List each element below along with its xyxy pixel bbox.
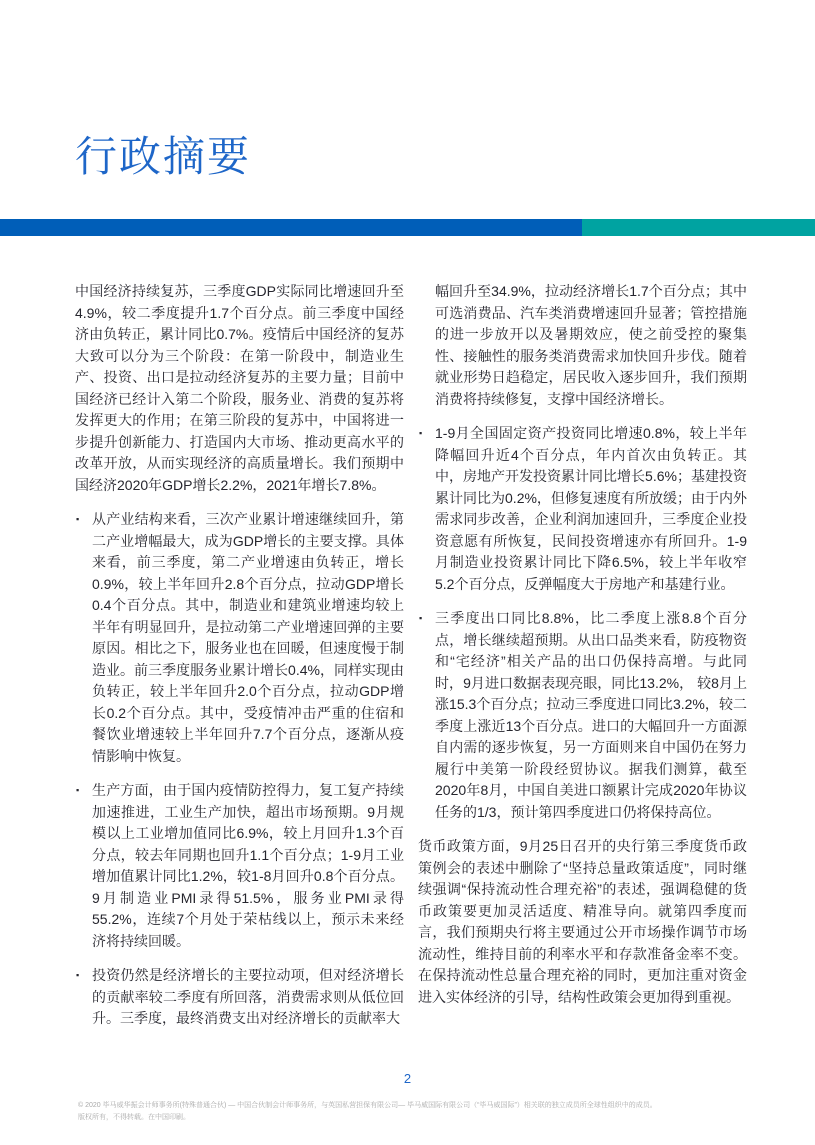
page-title: 行政摘要 — [75, 133, 252, 180]
footer-rights-line: 版权所有，不得转载。在中国印刷。 — [78, 1113, 190, 1121]
accent-bar-blue-segment — [0, 219, 582, 236]
bullet-item — [75, 965, 404, 1030]
right-column — [418, 281, 747, 1043]
bullet-square-icon: ▪ — [419, 428, 423, 438]
accent-bar — [0, 219, 815, 236]
accent-bar-teal-segment — [582, 219, 815, 236]
bullet-square-icon: ▪ — [76, 514, 80, 524]
bullet-text: 从产业结构来看，三次产业累计增速继续回升，第二产业增幅最大，成为GDP增长的主要支撑。具体来看，前三季度，第二产业增速由负转正，增长0.9%，较上半年回升2.8个百分点，拉动GDP增长0.4个百分点。其中，制造业和建筑业增速均较上半年有明显回升，是拉动第二产业增速回弹的主要原因。相比之下，服务业也在回暖，但速度慢于制造业。前三季度服务业累计增长0.4%，同样实现由负转正，较上半年回升2.0个百分点，拉动GDP增长0.2个百分点。其中，受疫情冲击严重的住宿和餐饮业增速较上半年回升7.7个百分点，逐渐从疫情影响中恢复。 — [92, 511, 404, 764]
left-column — [75, 281, 404, 1043]
continuation-paragraph — [418, 281, 747, 410]
bullet-item — [418, 423, 747, 595]
bullet-item — [418, 608, 747, 823]
bullet-hanging-indent — [418, 281, 435, 410]
bullet-text: 投资仍然是经济增长的主要拉动项，但对经济增长的贡献率较二季度有所回落，消费需求则从低位回升。三季度，最终消费支出对经济增长的贡献率大 — [92, 967, 404, 1026]
intro-paragraph: 中国经济持续复苏，三季度GDP实际同比增速回升至4.9%，较二季度提升1.7个百分点。前三季度中国经济由负转正，累计同比0.7%。疫情后中国经济的复苏大致可以分为三个阶段：在第一阶段中，制造业生产、投资、出口是拉动经济复苏的主要力量；目前中国经济已经计入第二个阶段，服务业、消费的复苏将发挥更大的作用；在第三阶段的复苏中，中国将进一步提升创新能力、打造国内大市场、推动更高水平的改革开放，从而实现经济的高质量增长。我们预期中国经济2020年GDP增长2.2%，2021年增长7.8%。 — [75, 283, 404, 493]
body-columns — [75, 281, 747, 1043]
closing-paragraph: 货币政策方面，9月25日召开的央行第三季度货币政策例会的表述中删除了“坚持总量政策适度”，同时继续强调“保持流动性合理充裕”的表述，强调稳健的货币政策要更加灵活适度、精准导向。就第四季度而言，我们预期央行将主要通过公开市场操作调节市场流动性，维持目前的利率水平和存款准备金率不变。在保持流动性总量合理充裕的同时，更加注重对资金进入实体经济的引导，结构性政策会更加得到重视。 — [418, 838, 747, 1005]
bullet-square-icon: ▪ — [76, 970, 80, 980]
bullet-item — [75, 780, 404, 952]
page-number: 2 — [403, 1071, 412, 1086]
bullet-text: 生产方面，由于国内疫情防控得力，复工复产持续加速推进，工业生产加快，超出市场预期。9月规模以上工业增加值同比6.9%，较上月回升1.3个百分点，较去年同期也回升1.1个百分点；1-9月工业增加值累计同比1.2%，较1-8月回升0.8个百分点。9月制造业PMI录得51.5%，服务业PMI录得55.2%，连续7个月处于荣枯线以上，预示未来经济将持续回暖。 — [92, 782, 404, 949]
bullet-square-icon: ▪ — [419, 613, 423, 623]
bullet-square-icon: ▪ — [76, 785, 80, 795]
bullet-item — [75, 509, 404, 767]
footer-copyright-line: © 2020 毕马威华振会计师事务所(特殊普通合伙) — 中国合伙制会计师事务所，与英国私营担保有限公司— 毕马威国际有限公司（“毕马威国际”）相关联的独立成员所全球性组织中的成员。 — [78, 1102, 657, 1109]
continuation-text: 幅回升至34.9%，拉动经济增长1.7个百分点；其中可选消费品、汽车类消费增速回升显著；管控措施的进一步放开以及暑期效应，使之前受控的聚集性、接触性的服务类消费需求加快回升步伐。随着就业形势日趋稳定，居民收入逐步回升，我们预期消费将持续修复，支撑中国经济增长。 — [435, 283, 747, 407]
bullet-text: 三季度出口同比8.8%，比二季度上涨8.8个百分点，增长继续超预期。从出口品类来看，防疫物资和“宅经济”相关产品的出口仍保持高增。与此同时，9月进口数据表现亮眼，同比13.2%， 较8月上涨15.3个百分点；拉动三季度进口同比3.2%，较二季度上涨近13个百分点。进口的大幅回升一方面源自内需的逐步恢复，另一方面则来自中国仍在努力履行中美第一阶段经贸协议。据我们测算，截至2020年8月，中国自美进口额累计完成2020年协议任务的1/3，预计第四季度进口仍将保持高位。 — [435, 610, 747, 820]
bullet-text: 1-9月全国固定资产投资同比增速0.8%，较上半年降幅回升近4个百分点，年内首次由负转正。其中，房地产开发投资累计同比增长5.6%；基建投资累计同比为0.2%，但修复速度有所放缓；由于内外需求同步改善，企业利润加速回升，三季度企业投资意愿有所恢复，民间投资增速亦有所回升。1-9月制造业投资累计同比下降6.5%，较上半年收窄5.2个百分点，反弹幅度大于房地产和基建行业。 — [435, 425, 747, 592]
footer-legal — [78, 1100, 748, 1123]
